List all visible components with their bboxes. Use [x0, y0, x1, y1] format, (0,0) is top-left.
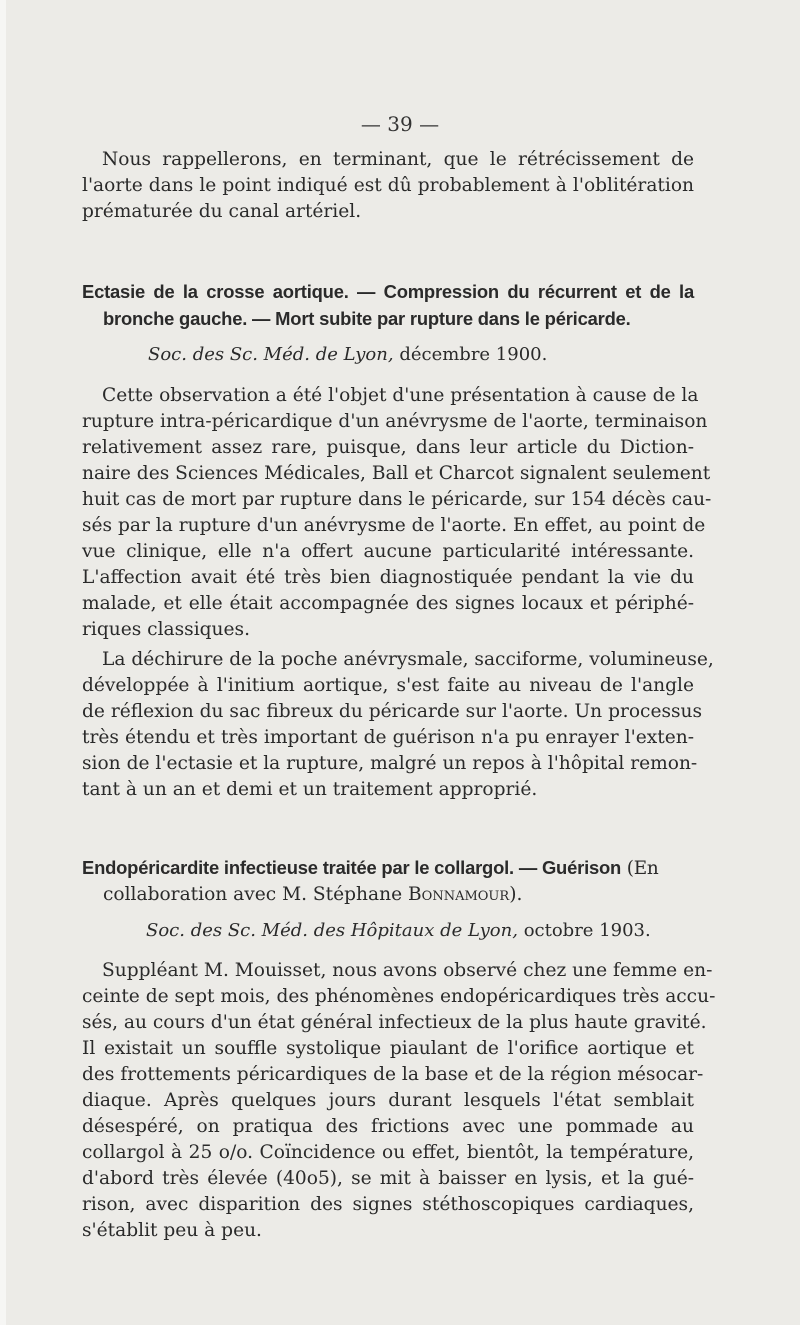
- text-line: très étendu et très important de guérison n'a pu enrayer l'exten-: [82, 727, 694, 748]
- source-citation: [146, 918, 651, 943]
- text-line: tant à un an et demi et un traitement approprié.: [82, 779, 538, 800]
- text-line: Nous rappellerons, en terminant, que le rétrécissement de: [102, 149, 694, 170]
- collaboration-close: ).: [509, 884, 523, 905]
- text-line: La déchirure de la poche anévrysmale, sacciforme, volumineuse,: [102, 649, 714, 670]
- page-number: — 39 —: [360, 112, 440, 136]
- source-date: décembre 1900.: [393, 344, 548, 365]
- text-line: Cette observation a été l'objet d'une présentation à cause de la: [102, 385, 699, 406]
- text-line: relativement assez rare, puisque, dans leur article du Diction-: [82, 437, 694, 458]
- text-line: rison, avec disparition des signes stéthoscopiques cardiaques,: [82, 1194, 694, 1215]
- text-line: ceinte de sept mois, des phénomènes endopéricardiques très accu-: [82, 986, 716, 1007]
- text-line: naire des Sciences Médicales, Ball et Charcot signalent seulement: [82, 463, 711, 484]
- text-line: Il existait un souffle systolique piaulant de l'orifice aortique et: [82, 1038, 694, 1059]
- text-line: riques classiques.: [82, 619, 250, 640]
- text-line: sion de l'ectasie et la rupture, malgré un repos à l'hôpital remon-: [82, 753, 698, 774]
- text-line: sés, au cours d'un état général infectieux de la plus haute gravité.: [82, 1012, 707, 1033]
- source-journal: Soc. des Sc. Méd. des Hôpitaux de Lyon,: [146, 920, 518, 941]
- page-edge: [0, 0, 6, 1325]
- text-line: vue clinique, elle n'a offert aucune particularité intéressante.: [82, 541, 694, 562]
- source-journal: Soc. des Sc. Méd. de Lyon,: [148, 344, 394, 365]
- collaboration-text: collaboration avec M. Stéphane: [103, 884, 408, 905]
- text-line: d'abord très élevée (40o5), se mit à baisser en lysis, et la gué-: [82, 1168, 694, 1189]
- heading-paren: (En: [621, 858, 659, 879]
- text-line: s'établit peu à peu.: [82, 1220, 262, 1241]
- text-line: désespéré, on pratiqua des frictions avec une pommade au: [82, 1116, 694, 1137]
- text-line: l'aorte dans le point indiqué est dû probablement à l'oblitération: [82, 175, 694, 196]
- heading-collaboration: [103, 882, 522, 907]
- text-line: prématurée du canal artériel.: [82, 201, 362, 222]
- text-line: huit cas de mort par rupture dans le péricarde, sur 154 décès cau-: [82, 489, 712, 510]
- section-heading: Ectasie de la crosse aortique. — Compression du récurrent et de la: [82, 281, 694, 302]
- text-line: développée à l'initium aortique, s'est faite au niveau de l'angle: [82, 675, 694, 696]
- text-line: malade, et elle était accompagnée des signes locaux et périphé-: [82, 593, 694, 614]
- text-line: des frottements péricardiques de la base et de la région mésocar-: [82, 1064, 704, 1085]
- section-heading: bronche gauche. — Mort subite par rupture dans le péricarde.: [103, 308, 631, 329]
- source-citation: [148, 342, 547, 367]
- source-date: octobre 1903.: [517, 920, 651, 941]
- text-line: L'affection avait été très bien diagnostiquée pendant la vie du: [82, 567, 694, 588]
- text-line: Suppléant M. Mouisset, nous avons observé chez une femme en-: [102, 960, 713, 981]
- heading-title: Endopéricardite infectieuse traitée par le collargol. — Guérison: [82, 857, 622, 878]
- section-heading: [82, 855, 659, 882]
- text-line: sés par la rupture d'un anévrysme de l'aorte. En effet, au point de: [82, 515, 706, 536]
- text-line: rupture intra-péricardique d'un anévrysme de l'aorte, terminaison: [82, 411, 708, 432]
- collaborator-name: Bonnamour: [408, 884, 510, 905]
- text-line: diaque. Après quelques jours durant lesquels l'état semblait: [82, 1090, 694, 1111]
- text-line: de réflexion du sac fibreux du péricarde sur l'aorte. Un processus: [82, 701, 703, 722]
- text-line: collargol à 25 o/o. Coïncidence ou effet, bientôt, la température,: [82, 1142, 694, 1163]
